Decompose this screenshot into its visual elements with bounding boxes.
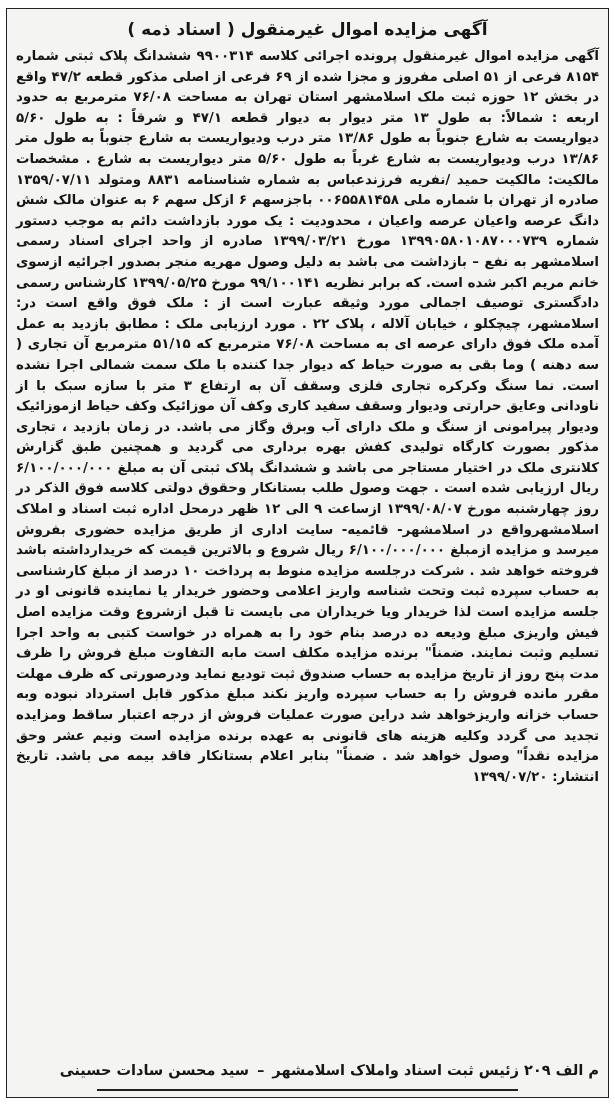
auction-notice xyxy=(6,8,609,1098)
footer-office: زئیس ثبت اسناد واملاک اسلامشهر xyxy=(272,1063,519,1079)
footer-separator: – xyxy=(257,1063,265,1079)
notice-title: آگهی مزایده اموال غیرمنقول ( اسناد ذمه ) xyxy=(127,20,488,40)
notice-body: آگهی مزایده اموال غیرمنقول پرونده اجرائی کلاسه ۹۹۰۰۳۱۴ ششدانگ پلاک ثبتی شماره ۸۱۵۴ فرعی از ۵۱ اصلی مفروز و مجزا شده از ۶۹ فرعی از اصلی مذکور قطعه ۴۷/۲ واقع در بخش ۱۲ حوزه ثبت ملک اسلامشهر استان تهران به مساحت ۷۶/۰۸ مترمربع به حدود اربعه : شمالاً: به طول ۱۳ متر دیوار به دیوار قطعه ۴۷/۱ و شرقاً : به طول ۵/۶۰ دیواریست به شارع جنوباً به طول ۱۳/۸۶ متر درب ودیواریست به شارع جنوباً به طول متر ۱۳/۸۶ درب ودیواریست به شارع غرباً به طول ۵/۶۰ متر دیواریست به شارع . مشخصات مالکیت: مالکیت حمید /نفریه فرزندعباس به شماره شناسنامه ۸۸۳۱ ومتولد ۱۳۵۹/۰۷/۱۱ صادره از تهران با شماره ملی ۰۰۶۵۵۸۱۴۵۸ باجزسهم ۶ ازکل سهم ۶ به عنوان مالک شش دانگ عرصه واعیان عرصه واعیان ، محدودیت : یک مورد بازداشت دائم به موجب دستور شماره ۱۳۹۹۰۵۸۰۱۰۸۷۰۰۰۷۳۹ مورخ ۱۳۹۹/۰۳/۲۱ صادره از واحد اجرای اسناد رسمی اسلامشهر به نفع – بازداشت می باشد به دلیل وصول مهریه منجر بصدور اجرائیه ازسوی خانم مریم اکبر شده است. که برابر نظریه ۹۹/۱۰۰۱۴۱ مورخ ۱۳۹۹/۰۵/۲۵ کارشناس رسمی دادگستری توصیف اجمالی مورد وثیقه عبارت است از : ملک فوق واقع است در: اسلامشهر، چیچکلو ، خیابان آلاله ، پلاک ۲۲ . مورد ارزیابی ملک : مطابق بازدید به عمل آمده ملک فوق دارای عرصه ای به مساحت ۷۶/۰۸ مترمربع که ۵۱/۱۵ مترمربع آن تجاری ( سه دهنه ) وما بقی به صورت حیاط که دیوار جدا کننده با ملک سمت شمالی اجرا نشده است. نما سنگ وکرکره تجاری فلزی وسقف آن به ارتفاع ۳ متر با سازه سبک با از ناودانی وعایق حرارتی ودیوار وسقف سفید کاری وکف آن موزائیک وکف حیاط ازموزائیک ودیوار پیرامونی از سنگ و ملک دارای آب وبرق وگاز می باشد. در زمان بازدید ، تجاری مذکور بصورت کارگاه تولیدی کفش بهره برداری می گردید و همچنین طبق گزارش کلانتری ملک در اختیار مستاجر می باشد و ششدانگ پلاک ثبتی آن به مبلغ ۶/۱۰۰/۰۰۰/۰۰۰ ریال ارزیابی شده است . جهت وصول طلب بستانکار وحقوق دولتی کلاسه فوق الذکر در روز چهارشنبه مورخ ۱۳۹۹/۰۸/۰۷ ازساعت ۹ الی ۱۲ ظهر درمحل اداره ثبت اسناد و املاک اسلامشهرواقع در اسلامشهر- قائمیه- سایت اداری از طریق مزایده حضوری بفروش میرسد و مزایده ازمبلغ ۶/۱۰۰/۰۰۰/۰۰۰ ریال شروع و بالاترین قیمت که خریدارداشته باشد فروخته خواهد شد . شرکت درجلسه مزایده منوط به پرداخت ۱۰ درصد از مبلغ کارشناسی به حساب سپرده ثبت وتحت شناسه واریز اعلامی وحضور خریدار یا نماینده قانونی او در جلسه مزایده است لذا خریدار ویا خریداران می بایست تا قبل ازشروع وقت مزایده اصل فیش واریزی مبلغ ودیعه ده درصد بنام خود را به همراه در خواست کتبی به واحد اجرا تسلیم وثبت نمایند. ضمناً" برنده مزایده مکلف است مابه التفاوت مبلغ فروش را ظرف مدت پنج روز از تاریخ مزایده به حساب صندوق ثبت توديع نماید ودرصورتی که ظرف مهلت مقرر مانده فروش را به حساب سپرده واریز نکند مبلغ مذکور قابل استرداد نبوده وبه حساب خزانه واریزخواهد شد دراین صورت عملیات فروش از درجه اعتبار ساقط ومزایده تجدید می گردد وکلیه هزینه های قانونی به عهده برنده مزایده است ونیم عشر وحق مزایده نقداً" وصول خواهد شد . ضمناً" بنابر اعلام بستانکار فاقد بیمه می باشد. تاریخ انتشار: ۱۳۹۹/۰۷/۲۰ xyxy=(16,49,600,785)
footer-code: م الف ۲۰۹ xyxy=(524,1063,599,1079)
bottom-divider xyxy=(97,1089,518,1091)
footer-signatory: سید محسن سادات حسینی xyxy=(59,1063,250,1079)
notice-footer xyxy=(16,1059,599,1083)
